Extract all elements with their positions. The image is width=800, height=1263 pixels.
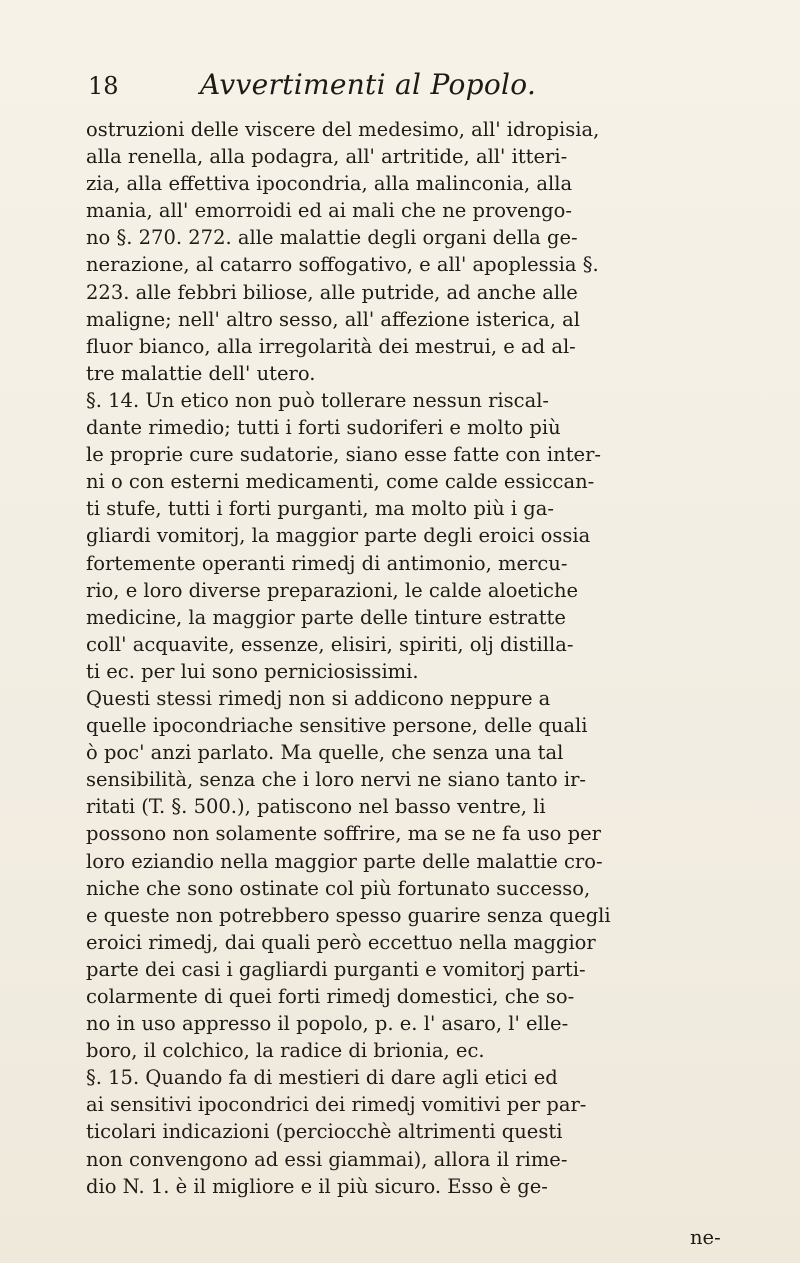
text-line: ò poc' anzi parlato. Ma quelle, che senza una tal [86,741,564,765]
text-line: ticolari indicazioni (perciocchè altrimenti questi [86,1120,563,1144]
text-line: colarmente di quei forti rimedj domestici, che so- [86,985,575,1008]
text-line: ti stufe, tutti i forti purganti, ma molto più i ga- [86,497,554,521]
text-line: no in uso appresso il popolo, p. e. l' asaro, l' elle- [86,1012,569,1036]
text-line: loro eziandio nella maggior parte delle malattie cro- [86,849,603,873]
text-line: §. 15. Quando fa di mestieri di dare agli etici ed [86,1066,558,1090]
text-line: ritati (T. §. 500.), patiscono nel basso ventre, li [86,795,546,819]
text-line: mania, all' emorroidi ed ai mali che ne provengo- [86,199,572,223]
text-line: le proprie cure sudatorie, siano esse fatte con inter- [86,443,601,467]
text-line: ostruzioni delle viscere del medesimo, all' idropisia, [86,118,600,141]
text-line: non convengono ad essi giammai), allora il rime- [86,1147,568,1171]
body-text [86,116,740,1200]
text-line: dante rimedio; tutti i forti sudoriferi e molto più [86,416,561,440]
text-line: maligne; nell' altro sesso, all' affezione isterica, al [86,307,580,331]
page-number: 18 [88,72,119,100]
text-line: no §. 270. 272. alle malattie degli organi della ge- [86,226,578,250]
text-line: eroici rimedj, dai quali però eccettuo nella maggior [86,930,596,954]
text-line: nerazione, al catarro soffogativo, e all' apoplessia §. [86,253,599,277]
text-line: coll' acquavite, essenze, elisiri, spiriti, olj distilla- [86,632,574,656]
text-line: rio, e loro diverse preparazioni, le calde aloetiche [86,578,579,602]
text-line: e queste non potrebbero spesso guarire senza quegli [86,903,611,927]
text-line: dio N. 1. è il migliore e il più sicuro. Esso è ge- [86,1174,548,1198]
text-line: fortemente operanti rimedj di antimonio, mercu- [86,551,568,575]
running-title: Avvertimenti al Popolo. [200,68,537,101]
text-line: ti ec. per lui sono perniciosissimi. [86,659,419,683]
text-line: alla renella, alla podagra, all' artritide, all' itteri- [86,145,568,169]
text-line: parte dei casi i gagliardi purganti e vomitorj parti- [86,957,586,981]
text-line: Questi stessi rimedj non si addicono neppure a [86,686,551,710]
text-line: boro, il colchico, la radice di brionia, ec. [86,1039,485,1063]
text-line: ni o con esterni medicamenti, come calde essiccan- [86,470,595,494]
text-line: 223. alle febbri biliose, alle putride, ad anche alle [86,280,578,304]
text-line: zia, alla effettiva ipocondria, alla malinconia, alla [86,172,573,196]
text-line: ai sensitivi ipocondrici dei rimedj vomitivi per par- [86,1093,587,1117]
text-line: §. 14. Un etico non può tollerare nessun riscal- [86,388,550,412]
text-line: quelle ipocondriache sensitive persone, delle quali [86,714,588,738]
text-line: niche che sono ostinate col più fortunato successo, [86,876,591,900]
catchword: ne- [690,1226,721,1249]
text-line: tre malattie dell' utero. [86,361,316,385]
page-header [88,66,728,106]
text-line: possono non solamente soffrire, ma se ne fa uso per [86,822,601,846]
text-line: medicine, la maggior parte delle tinture estratte [86,605,566,629]
text-line: fluor bianco, alla irregolarità dei mestrui, e ad al- [86,334,576,358]
text-line: gliardi vomitorj, la maggior parte degli eroici ossia [86,524,591,548]
text-line: sensibilità, senza che i loro nervi ne siano tanto ir- [86,768,586,792]
